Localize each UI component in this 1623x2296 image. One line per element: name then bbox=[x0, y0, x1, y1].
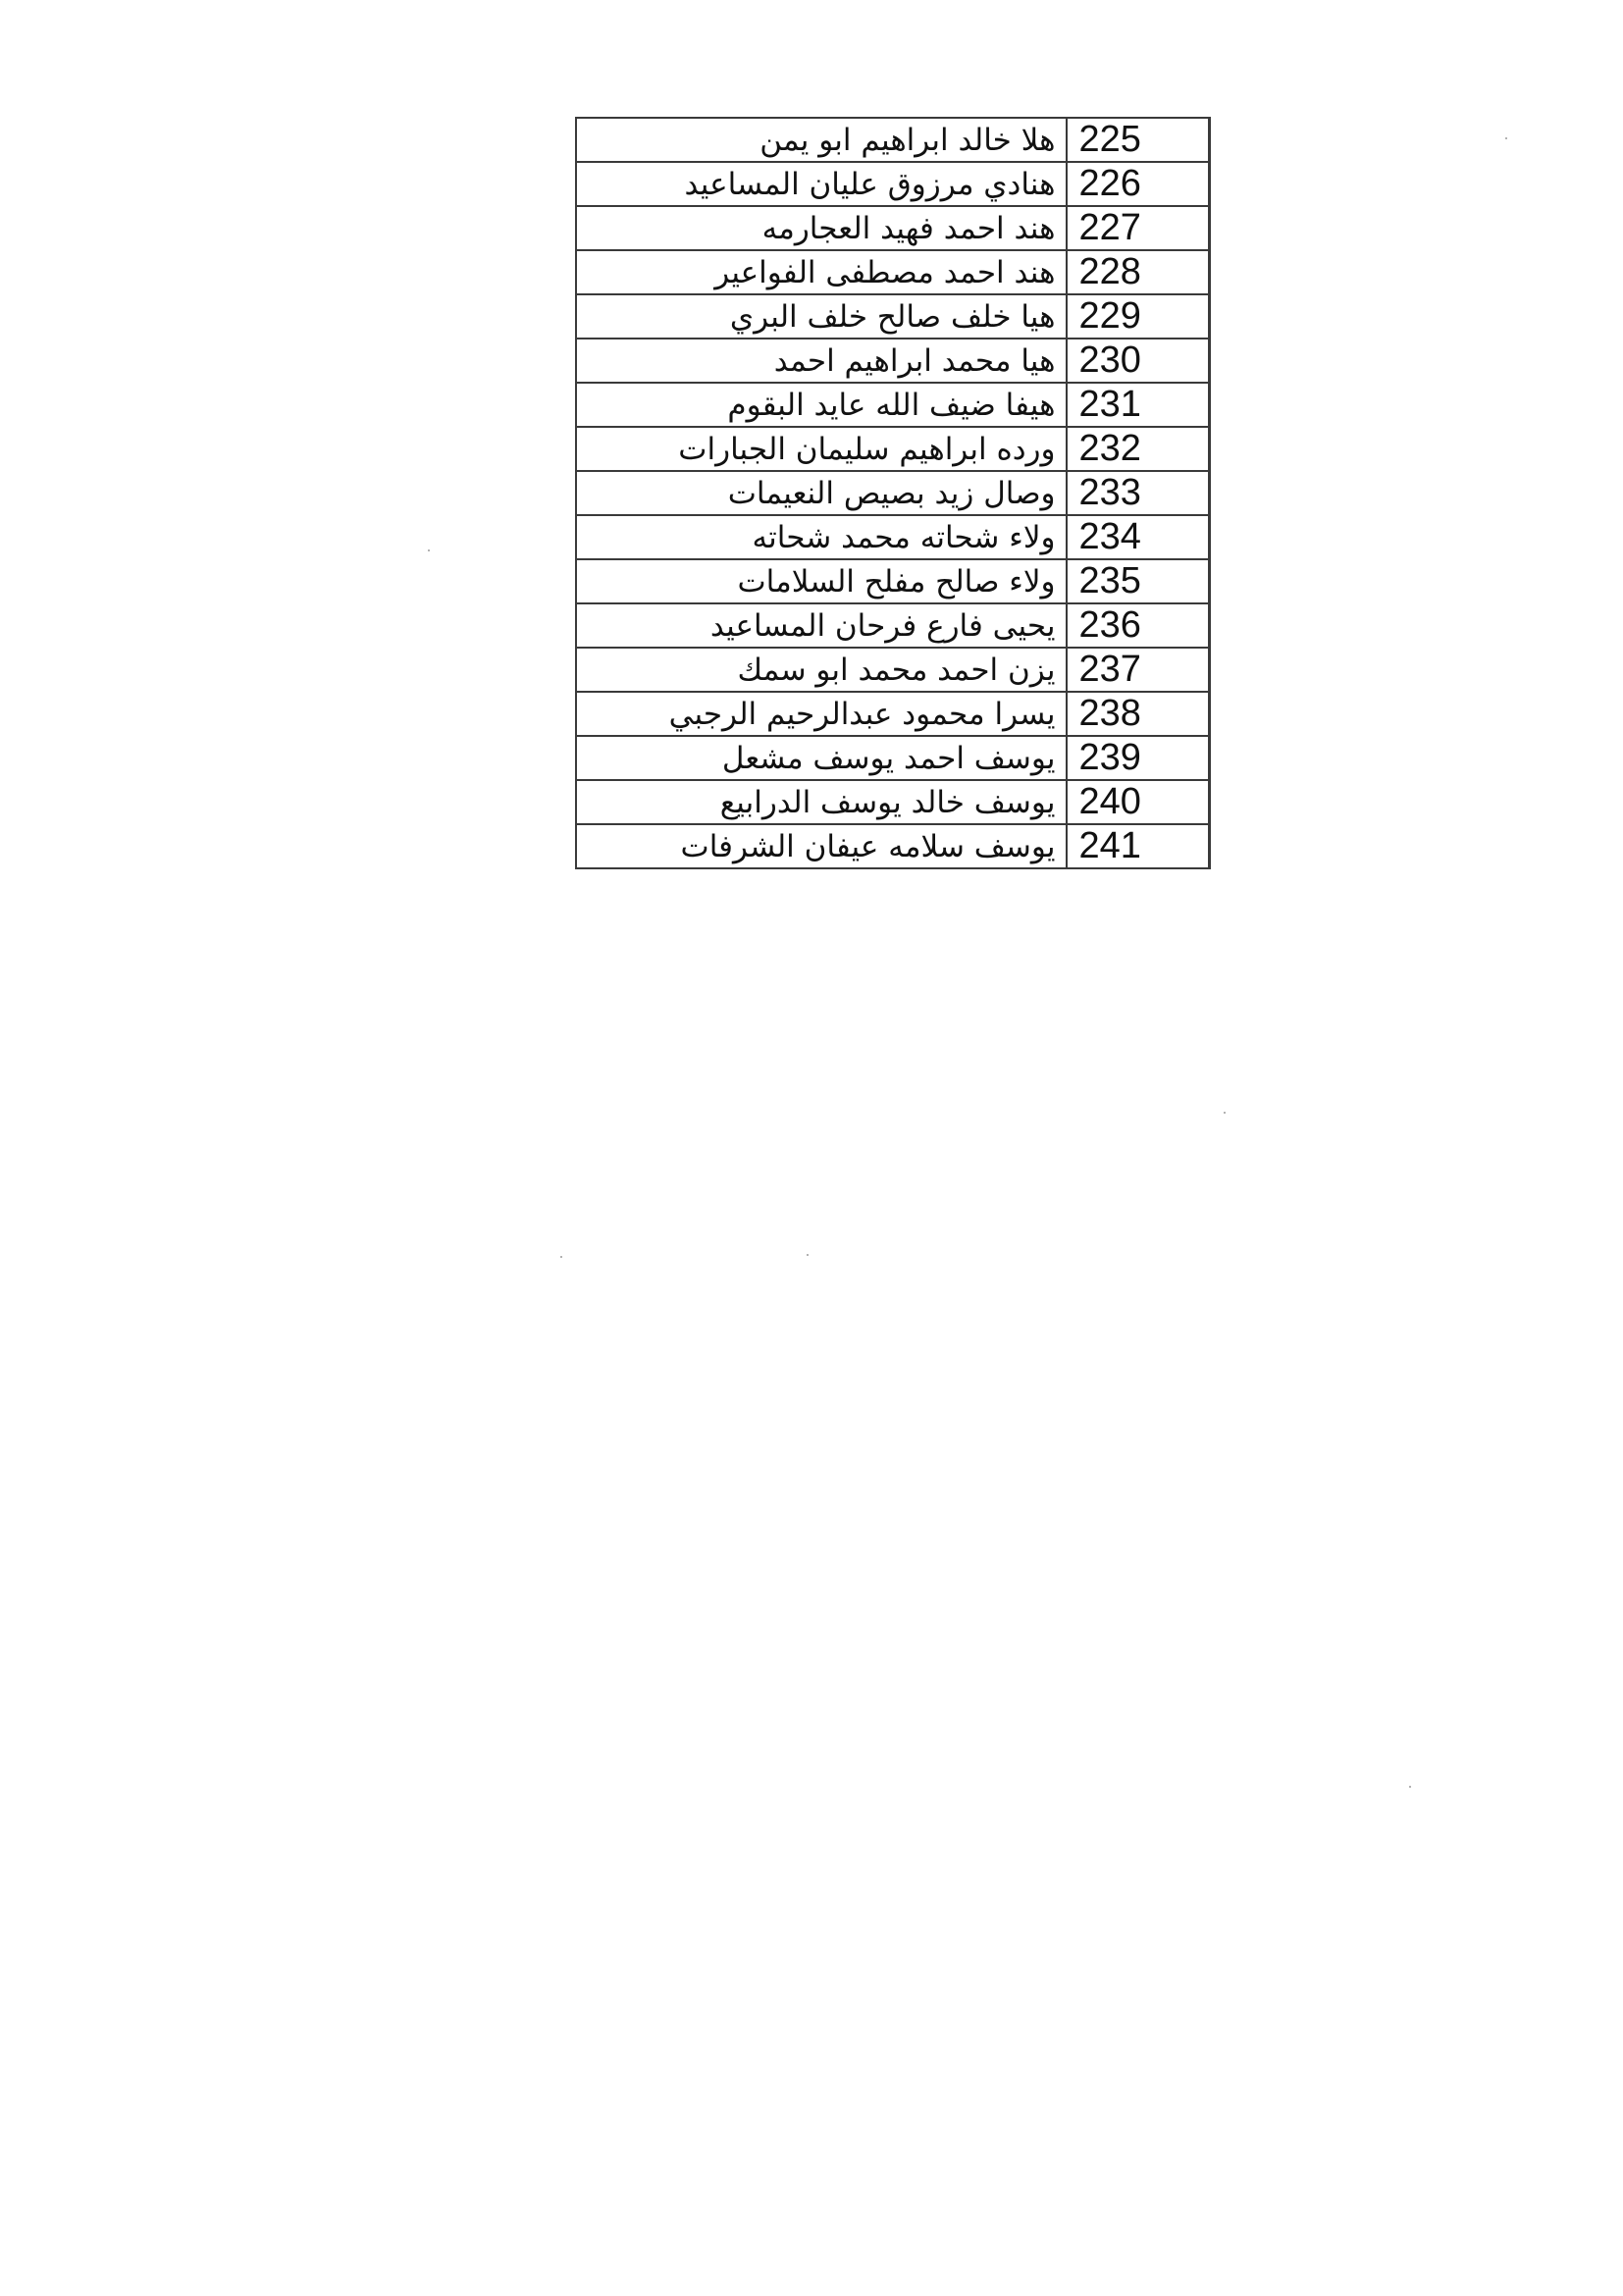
table-row bbox=[576, 559, 1210, 603]
names-table bbox=[575, 117, 1211, 869]
table-row bbox=[576, 824, 1210, 868]
scan-speck bbox=[1409, 1786, 1411, 1788]
row-number: 237 bbox=[1067, 648, 1210, 692]
row-name: يوسف سلامه عيفان الشرفات bbox=[576, 824, 1067, 868]
row-number: 232 bbox=[1067, 427, 1210, 471]
row-number: 226 bbox=[1067, 162, 1210, 206]
names-table-body bbox=[576, 118, 1210, 868]
row-name: يوسف خالد يوسف الدرابيع bbox=[576, 780, 1067, 824]
row-name: هنادي مرزوق عليان المساعيد bbox=[576, 162, 1067, 206]
row-number: 228 bbox=[1067, 250, 1210, 294]
row-number: 235 bbox=[1067, 559, 1210, 603]
row-name: هيفا ضيف الله عايد البقوم bbox=[576, 383, 1067, 427]
row-number: 241 bbox=[1067, 824, 1210, 868]
row-number: 229 bbox=[1067, 294, 1210, 339]
row-name: هيا محمد ابراهيم احمد bbox=[576, 339, 1067, 383]
table-row bbox=[576, 736, 1210, 780]
table-row bbox=[576, 648, 1210, 692]
table-row bbox=[576, 780, 1210, 824]
table-row bbox=[576, 515, 1210, 559]
row-number: 233 bbox=[1067, 471, 1210, 515]
table-row bbox=[576, 692, 1210, 736]
row-number: 240 bbox=[1067, 780, 1210, 824]
row-number: 231 bbox=[1067, 383, 1210, 427]
row-number: 239 bbox=[1067, 736, 1210, 780]
scan-speck bbox=[1505, 137, 1507, 139]
table-row bbox=[576, 250, 1210, 294]
row-name: يسرا محمود عبدالرحيم الرجبي bbox=[576, 692, 1067, 736]
row-name: هند احمد مصطفى الفواعير bbox=[576, 250, 1067, 294]
scan-speck bbox=[428, 549, 430, 551]
table-row bbox=[576, 206, 1210, 250]
row-name: هند احمد فهيد العجارمه bbox=[576, 206, 1067, 250]
row-name: ولاء شحاته محمد شحاته bbox=[576, 515, 1067, 559]
row-number: 234 bbox=[1067, 515, 1210, 559]
row-name: هلا خالد ابراهيم ابو يمن bbox=[576, 118, 1067, 162]
row-number: 230 bbox=[1067, 339, 1210, 383]
row-name: يوسف احمد يوسف مشعل bbox=[576, 736, 1067, 780]
row-number: 236 bbox=[1067, 603, 1210, 648]
scan-speck bbox=[1224, 1112, 1226, 1114]
table-row bbox=[576, 294, 1210, 339]
table-row bbox=[576, 383, 1210, 427]
row-name: هيا خلف صالح خلف البري bbox=[576, 294, 1067, 339]
table-row bbox=[576, 471, 1210, 515]
row-number: 238 bbox=[1067, 692, 1210, 736]
table-row bbox=[576, 339, 1210, 383]
scan-speck bbox=[807, 1254, 809, 1256]
row-name: يزن احمد محمد ابو سمك bbox=[576, 648, 1067, 692]
row-number: 225 bbox=[1067, 118, 1210, 162]
table-row bbox=[576, 603, 1210, 648]
scan-speck bbox=[560, 1256, 562, 1258]
row-name: يحيى فارع فرحان المساعيد bbox=[576, 603, 1067, 648]
table-row bbox=[576, 427, 1210, 471]
row-name: وصال زيد بصيص النعيمات bbox=[576, 471, 1067, 515]
table-row bbox=[576, 162, 1210, 206]
table-row bbox=[576, 118, 1210, 162]
row-name: ورده ابراهيم سليمان الجبارات bbox=[576, 427, 1067, 471]
row-name: ولاء صالح مفلح السلامات bbox=[576, 559, 1067, 603]
row-number: 227 bbox=[1067, 206, 1210, 250]
